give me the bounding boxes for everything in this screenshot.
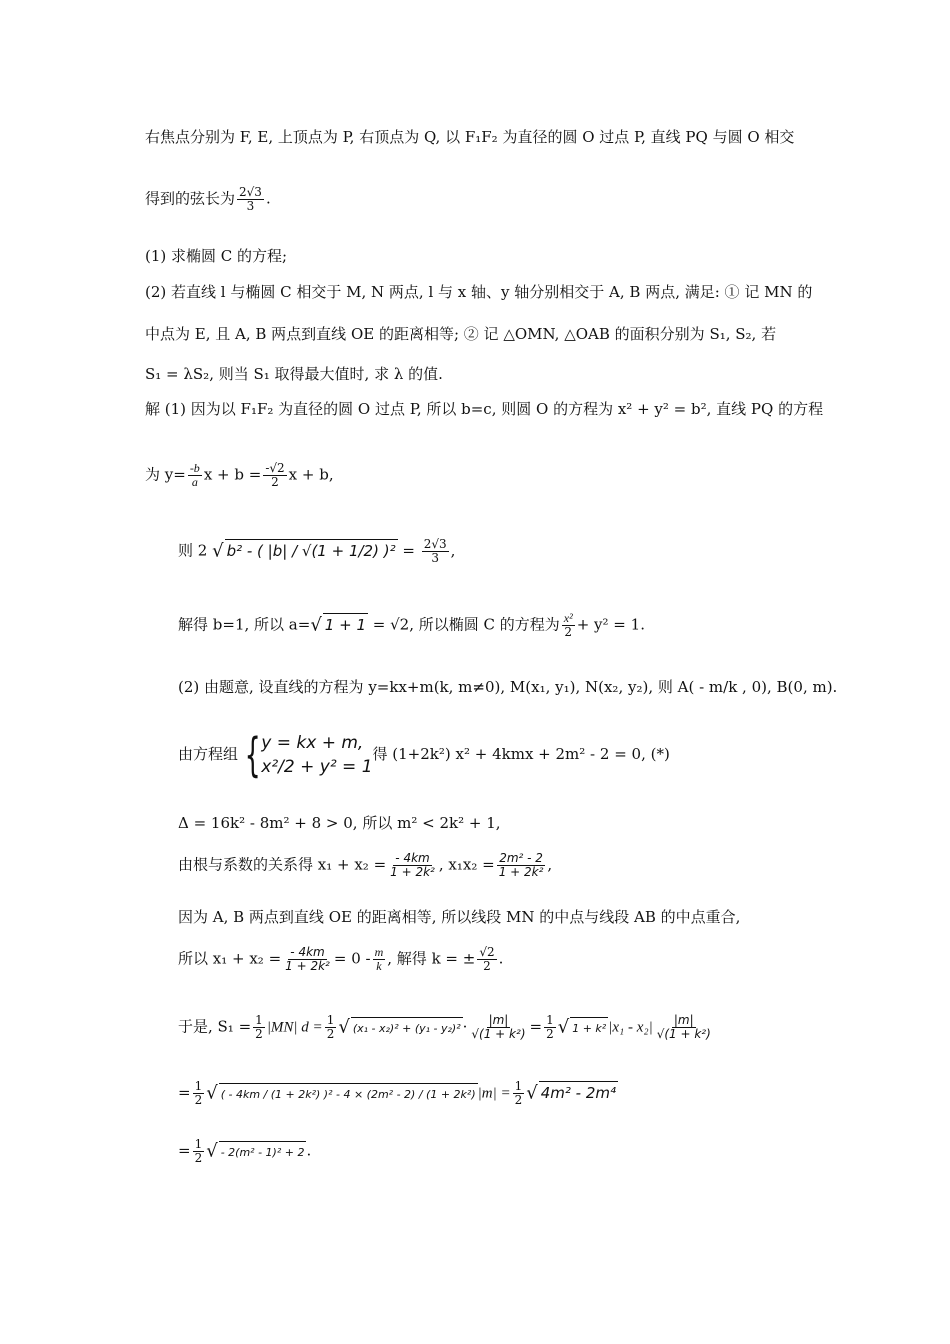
radical-sign: √ xyxy=(206,1140,218,1162)
solution-line-10 xyxy=(178,946,503,973)
radical-sign: √ xyxy=(212,540,224,562)
half-fraction xyxy=(325,1014,337,1041)
s10-mid2: , 解得 k = ± xyxy=(387,949,476,968)
fraction-denominator: 2 xyxy=(483,959,491,974)
fraction-numerator: |m| xyxy=(673,1013,694,1027)
half-fraction xyxy=(513,1080,525,1107)
s11-abs: |x₁ - x₂| xyxy=(608,1019,653,1036)
fraction-numerator: x² xyxy=(563,611,573,625)
s11-dot: · xyxy=(462,1017,468,1036)
solution-line-11 xyxy=(178,1014,715,1041)
problem-part-2-line-3: S₁ = λS₂, 则当 S₁ 取得最大值时, 求 λ 的值. xyxy=(145,365,443,383)
solution-line-2 xyxy=(145,462,334,489)
chord-result-fraction xyxy=(422,538,449,565)
s13-suffix: . xyxy=(306,1141,312,1160)
solution-line-9: 因为 A, B 两点到直线 OE 的距离相等, 所以线段 MN 的中点与线段 AB 的中点重合, xyxy=(178,908,741,926)
s12-mid: |m| = xyxy=(477,1085,511,1102)
fraction-denominator: 2 xyxy=(326,1027,335,1042)
solution-line-3 xyxy=(178,538,455,565)
fraction-numerator: 2√3 xyxy=(239,185,262,199)
fraction-numerator: m xyxy=(374,945,384,959)
solution-line-13 xyxy=(178,1138,311,1165)
problem-line-2 xyxy=(145,186,271,213)
m-over-k-fraction xyxy=(373,946,386,973)
distance-fraction xyxy=(469,1014,527,1041)
half-fraction xyxy=(193,1080,205,1107)
s2-mid: x + b = xyxy=(203,465,262,484)
fraction-numerator: 1 xyxy=(194,1079,203,1093)
fraction-numerator: |m| xyxy=(488,1013,509,1027)
fraction-denominator: k xyxy=(376,959,382,974)
problem-line-1: 右焦点分别为 F, E, 上顶点为 P, 右顶点为 Q, 以 F₁F₂ 为直径的圆 O 过点 P, 直线 PQ 与圆 O 相交 xyxy=(145,128,795,146)
fraction-numerator: - 4km xyxy=(290,945,325,959)
fraction-numerator: 1 xyxy=(255,1013,263,1027)
radical-sign: √ xyxy=(557,1016,570,1038)
problem-part-2-line-2: 中点为 E, 且 A, B 两点到直线 OE 的距离相等; ② 记 △OMN, △OAB 的面积分别为 S₁, S₂, 若 xyxy=(145,325,777,343)
s8-prefix: 由根与系数的关系得 x₁ + x₂ = xyxy=(178,855,387,874)
equation-system xyxy=(261,731,372,779)
slope-value-fraction xyxy=(263,462,286,489)
solution-line-5: (2) 由题意, 设直线的方程为 y=kx+m(k, m≠0), M(x₁, y₁), N(x₂, y₂), 则 A( - m/k , 0), B(0, m). xyxy=(178,678,838,696)
fraction-denominator: 2 xyxy=(546,1027,554,1042)
half-fraction xyxy=(544,1014,556,1041)
s11-eq: = xyxy=(529,1017,543,1036)
fraction-denominator: √(1 + k²) xyxy=(656,1027,711,1042)
fraction-numerator: -√2 xyxy=(265,461,285,475)
fraction-denominator: 2 xyxy=(255,1027,263,1042)
system-equation-1: y = kx + m, xyxy=(261,733,364,753)
a-radicand: 1 + 1 xyxy=(323,613,368,636)
s13-prefix: = xyxy=(178,1141,191,1160)
problem-line-2-prefix: 得到的弦长为 xyxy=(145,189,236,208)
s3-eq: = xyxy=(402,541,415,560)
final-radicand: - 2(m² - 1)² + 2 xyxy=(219,1141,307,1164)
half-fraction xyxy=(253,1014,265,1041)
half-fraction xyxy=(193,1138,205,1165)
discriminant-radicand: ( - 4km / (1 + 2k²) )² - 4 × (2m² - 2) / (1 + 2k²) xyxy=(219,1083,478,1106)
fraction-denominator: a xyxy=(191,475,198,490)
fraction-numerator: 1 xyxy=(326,1013,335,1027)
fraction-numerator: 1 xyxy=(194,1137,203,1151)
fraction-numerator: -b xyxy=(189,461,200,475)
left-brace: { xyxy=(244,728,261,782)
chord-length-fraction xyxy=(237,186,264,213)
solution-line-6 xyxy=(178,730,670,780)
fraction-denominator: 2 xyxy=(194,1093,203,1108)
sum-roots-fraction xyxy=(283,946,332,973)
s4-eq: = √2, 所以椭圆 C 的方程为 xyxy=(372,615,560,634)
fraction-denominator: 2 xyxy=(564,625,573,640)
solution-line-4 xyxy=(178,612,645,639)
k-value-fraction xyxy=(477,946,496,973)
s2-suffix: x + b, xyxy=(288,465,334,484)
problem-line-2-suffix: . xyxy=(265,189,271,208)
solution-line-8 xyxy=(178,852,552,879)
s4-prefix: 解得 b=1, 所以 a= xyxy=(178,615,311,634)
m-radicand: 4m² - 2m⁴ xyxy=(539,1081,618,1104)
fraction-numerator: 2m² - 2 xyxy=(499,851,543,865)
sum-roots-fraction xyxy=(388,852,437,879)
chord-radicand: b² - ( |b| / √(1 + 1/2) )² xyxy=(225,539,398,562)
s8-mid: , x₁x₂ = xyxy=(438,855,495,874)
s10-suffix: . xyxy=(498,949,504,968)
fraction-numerator: 1 xyxy=(546,1013,554,1027)
s3-suffix: , xyxy=(450,541,456,560)
fraction-numerator: 1 xyxy=(514,1079,523,1093)
s12-prefix: = xyxy=(178,1083,191,1102)
solution-line-7: Δ = 16k² - 8m² + 8 > 0, 所以 m² < 2k² + 1, xyxy=(178,814,501,832)
problem-part-2-line-1: (2) 若直线 l 与椭圆 C 相交于 M, N 两点, l 与 x 轴、y 轴分别相交于 A, B 两点, 满足: ① 记 MN 的 xyxy=(145,283,813,301)
s4-suffix: + y² = 1. xyxy=(576,615,645,634)
fraction-denominator: 2 xyxy=(271,475,279,490)
fraction-denominator: 3 xyxy=(246,199,255,214)
fraction-denominator: 2 xyxy=(514,1093,523,1108)
radical-sign: √ xyxy=(526,1082,538,1104)
solution-line-12 xyxy=(178,1080,618,1107)
fraction-denominator: √(1 + k²) xyxy=(471,1027,526,1042)
fraction-denominator: 1 + 2k² xyxy=(498,865,544,880)
s8-suffix: , xyxy=(547,855,553,874)
k-radicand: 1 + k² xyxy=(570,1017,608,1040)
fraction-numerator: 2√3 xyxy=(423,537,447,551)
problem-part-1: (1) 求椭圆 C 的方程; xyxy=(145,247,288,265)
s11-prefix: 于是, S₁ = xyxy=(178,1017,252,1036)
radical-sign: √ xyxy=(206,1082,218,1104)
fraction-denominator: 1 + 2k² xyxy=(285,959,330,974)
radical-sign: √ xyxy=(338,1016,350,1038)
radical-sign: √ xyxy=(310,614,322,636)
slope-fraction xyxy=(188,462,202,489)
solution-line-1: 解 (1) 因为以 F₁F₂ 为直径的圆 O 过点 P, 所以 b=c, 则圆 O 的方程为 x² + y² = b², 直线 PQ 的方程 xyxy=(145,400,824,418)
distance-fraction xyxy=(655,1014,713,1041)
fraction-denominator: 2 xyxy=(194,1151,203,1166)
fraction-denominator: 1 + 2k² xyxy=(390,865,435,880)
fraction-numerator: - 4km xyxy=(395,851,430,865)
distance-radicand: (x₁ - x₂)² + (y₁ - y₂)² xyxy=(351,1017,463,1040)
product-roots-fraction xyxy=(497,852,546,879)
s10-prefix: 所以 x₁ + x₂ = xyxy=(178,949,282,968)
s11-mid: |MN| d = xyxy=(266,1019,323,1036)
fraction-denominator: 3 xyxy=(431,551,440,566)
ellipse-x-fraction xyxy=(562,612,575,639)
s3-prefix: 则 2 xyxy=(178,541,208,560)
system-equation-2: x²/2 + y² = 1 xyxy=(261,757,373,777)
fraction-numerator: √2 xyxy=(479,945,495,959)
s6-suffix: 得 (1+2k²) x² + 4kmx + 2m² - 2 = 0, (*) xyxy=(372,745,670,763)
s2-prefix: 为 y= xyxy=(145,465,186,484)
s6-prefix: 由方程组 xyxy=(178,745,239,763)
s10-mid: = 0 - xyxy=(333,949,371,968)
